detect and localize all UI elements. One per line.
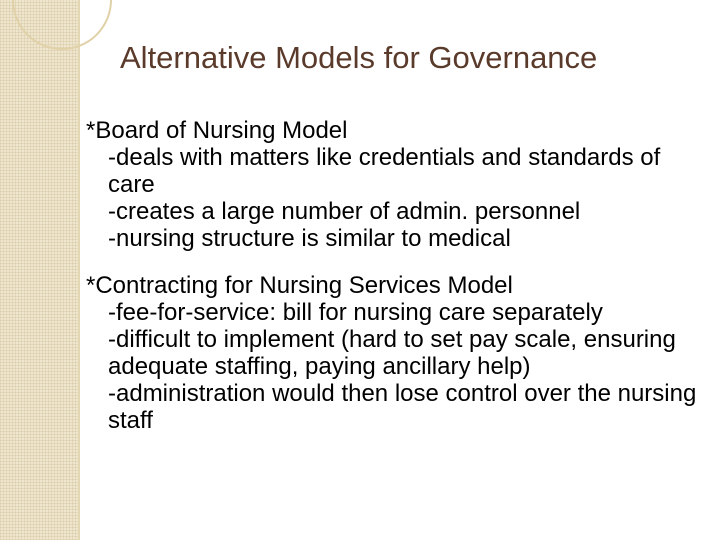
bullet-item: -difficult to implement (hard to set pay scale, ensuring adequate staffing, paying ancillary help) [108, 326, 676, 380]
bullet-item: -creates a large number of admin. personnel [108, 198, 581, 225]
board-of-nursing-block [86, 117, 706, 252]
contracting-services-block [86, 272, 706, 434]
block-heading: *Board of Nursing Model [86, 117, 348, 144]
bullet-item: -fee-for-service: bill for nursing care separately [108, 299, 603, 326]
block-heading: *Contracting for Nursing Services Model [86, 272, 513, 299]
decorative-side-band [0, 0, 78, 540]
bullet-item: -deals with matters like credentials and standards of care [108, 144, 661, 198]
bullet-item: -nursing structure is similar to medical [108, 225, 511, 252]
bullet-item: -administration would then lose control over the nursing staff [108, 380, 697, 434]
slide-content [86, 117, 706, 454]
slide-title: Alternative Models for Governance [120, 40, 598, 75]
side-band-divider [78, 0, 80, 540]
